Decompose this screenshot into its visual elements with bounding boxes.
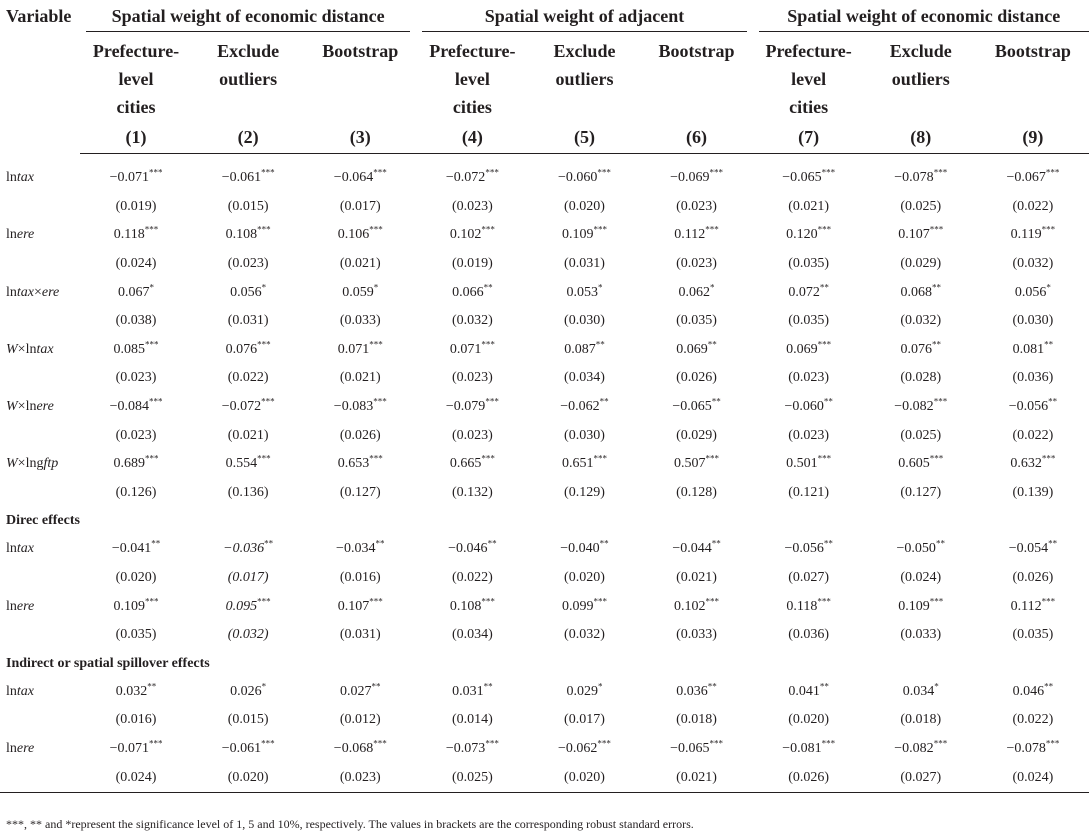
coefficient-cell: −0.079***	[445, 396, 499, 415]
coefficient-cell: 0.041**	[788, 681, 829, 699]
coefficient-row	[0, 450, 1089, 479]
column-header-line: Bootstrap	[658, 41, 735, 61]
standard-error-cell: (0.034)	[451, 627, 493, 643]
column-header	[977, 35, 1089, 154]
column-header-line: outliers	[555, 69, 614, 89]
standard-error-cell: (0.033)	[900, 627, 942, 643]
standard-error-row	[0, 479, 1089, 508]
coefficient-cell: 0.507***	[674, 453, 720, 472]
coefficient-row	[0, 678, 1089, 707]
variable-label: lnere	[6, 227, 35, 243]
column-header-row	[0, 35, 1089, 154]
variable-label: W×lnere	[6, 399, 54, 415]
section-row	[0, 507, 1089, 535]
coefficient-cell: 0.071***	[449, 339, 495, 357]
standard-error-cell: (0.014)	[451, 712, 493, 728]
standard-error-cell: (0.032)	[564, 627, 605, 643]
coefficient-row	[0, 535, 1089, 564]
table-body	[0, 154, 1089, 793]
column-number: (2)	[237, 127, 259, 147]
column-header-line: Bootstrap	[994, 41, 1071, 61]
coefficient-cell: −0.072***	[221, 396, 275, 415]
standard-error-cell: (0.018)	[676, 712, 717, 728]
coefficient-cell: 0.076**	[900, 339, 941, 357]
coefficient-cell: 0.112***	[1010, 595, 1056, 614]
coefficient-cell: 0.056*	[230, 282, 267, 300]
coefficient-cell: −0.083***	[333, 396, 387, 415]
standard-error-cell: (0.026)	[1012, 570, 1054, 586]
coefficient-cell: 0.027**	[340, 681, 381, 699]
coefficient-cell: 0.087**	[564, 339, 605, 357]
coefficient-cell: 0.106***	[337, 224, 383, 243]
coefficient-cell: −0.040**	[560, 538, 609, 557]
coefficient-row	[0, 592, 1089, 621]
standard-error-cell: (0.030)	[564, 427, 605, 443]
coefficient-cell: 0.046**	[1012, 681, 1054, 699]
coefficient-cell: −0.069***	[670, 167, 723, 186]
column-header	[416, 35, 528, 154]
coefficient-cell: 0.651***	[561, 453, 607, 472]
standard-error-cell: (0.027)	[865, 763, 977, 792]
column-header-line: cities	[452, 97, 492, 117]
column-header-line: level	[118, 69, 154, 89]
standard-error-cell: (0.017)	[339, 198, 381, 214]
standard-error-cell: (0.136)	[227, 484, 269, 500]
variable-label: lntax	[6, 170, 34, 186]
standard-error-cell: (0.032)	[1012, 256, 1054, 272]
coefficient-cell: −0.046**	[448, 538, 497, 557]
coefficient-cell: 0.107***	[898, 224, 944, 243]
coefficient-cell: 0.665***	[449, 453, 495, 472]
coefficient-cell: 0.072**	[788, 282, 829, 300]
column-header-line: outliers	[219, 69, 278, 89]
coefficient-cell: 0.036**	[676, 681, 717, 699]
coefficient-row	[0, 278, 1089, 307]
column-number: (3)	[349, 127, 371, 147]
standard-error-cell: (0.025)	[416, 763, 528, 792]
standard-error-cell: (0.020)	[192, 763, 304, 792]
standard-error-cell: (0.031)	[339, 627, 381, 643]
coefficient-cell: 0.066**	[452, 282, 493, 300]
standard-error-cell: (0.024)	[115, 256, 157, 272]
column-header	[80, 35, 192, 154]
section-row	[0, 650, 1089, 678]
standard-error-cell: (0.023)	[115, 427, 157, 443]
coefficient-cell: 0.095***	[225, 595, 271, 614]
coefficient-cell: −0.065***	[782, 167, 836, 186]
variable-header: Variable	[6, 6, 72, 26]
standard-error-row	[0, 307, 1089, 336]
group-header-row	[0, 0, 1089, 35]
standard-error-cell: (0.035)	[676, 313, 717, 329]
standard-error-cell: (0.021)	[339, 256, 381, 272]
coefficient-cell: 0.632***	[1010, 453, 1056, 472]
coefficient-cell: −0.071***	[109, 167, 163, 186]
standard-error-cell: (0.032)	[900, 313, 942, 329]
standard-error-cell: (0.031)	[227, 313, 269, 329]
standard-error-cell: (0.024)	[900, 570, 942, 586]
standard-error-cell: (0.022)	[1012, 427, 1054, 443]
standard-error-row	[0, 621, 1089, 650]
coefficient-cell: 0.119***	[1010, 224, 1056, 243]
standard-error-cell: (0.026)	[753, 763, 865, 792]
standard-error-cell: (0.017)	[564, 712, 605, 728]
standard-error-cell: (0.024)	[977, 763, 1089, 792]
standard-error-row	[0, 421, 1089, 450]
standard-error-cell: (0.021)	[227, 427, 269, 443]
coefficient-cell: 0.112***	[674, 224, 719, 243]
coefficient-cell: 0.076***	[225, 339, 271, 357]
variable-label: lntax	[6, 541, 34, 557]
column-header	[528, 35, 640, 154]
coefficient-cell: −0.065***	[670, 738, 723, 756]
coefficient-row	[0, 164, 1089, 193]
coefficient-cell: 0.071***	[337, 339, 383, 357]
coefficient-cell: −0.056**	[1008, 396, 1058, 415]
variable-label: lntax×ere	[6, 284, 60, 300]
standard-error-cell: (0.019)	[451, 256, 493, 272]
standard-error-cell: (0.139)	[1012, 484, 1054, 500]
coefficient-cell: 0.102***	[449, 224, 495, 243]
column-header-line: Exclude	[217, 41, 280, 61]
column-header-line: Prefecture-	[92, 41, 180, 61]
standard-error-cell: (0.127)	[339, 484, 381, 500]
standard-error-cell: (0.023)	[788, 370, 830, 386]
column-number: (7)	[798, 127, 820, 147]
coefficient-cell: 0.102***	[674, 595, 720, 614]
standard-error-cell: (0.126)	[115, 484, 157, 500]
column-number: (6)	[686, 127, 708, 147]
standard-error-cell: (0.023)	[227, 256, 269, 272]
column-header-line: Prefecture-	[429, 41, 516, 61]
column-number: (5)	[573, 127, 595, 147]
coefficient-cell: 0.109***	[898, 595, 944, 614]
standard-error-cell: (0.035)	[788, 313, 830, 329]
standard-error-cell: (0.030)	[564, 313, 605, 329]
coefficient-cell: 0.108***	[449, 595, 495, 614]
coefficient-cell: 0.109***	[113, 595, 159, 614]
standard-error-cell: (0.020)	[788, 712, 830, 728]
coefficient-cell: 0.059*	[342, 282, 379, 300]
standard-error-cell: (0.035)	[788, 256, 830, 272]
standard-error-cell: (0.027)	[788, 570, 830, 586]
coefficient-cell: 0.068**	[900, 282, 941, 300]
standard-error-cell: (0.129)	[564, 484, 605, 500]
coefficient-cell: 0.031**	[452, 681, 493, 699]
standard-error-cell: (0.021)	[676, 570, 717, 586]
standard-error-cell: (0.022)	[227, 370, 269, 386]
column-header	[865, 35, 977, 154]
column-header-line: outliers	[891, 69, 950, 89]
coefficient-cell: 0.107***	[337, 595, 383, 614]
group-header: Spatial weight of economic distance	[753, 0, 1089, 35]
coefficient-cell: 0.118***	[786, 595, 831, 614]
standard-error-row	[0, 564, 1089, 593]
standard-error-cell: (0.036)	[788, 627, 830, 643]
standard-error-cell: (0.023)	[451, 370, 493, 386]
coefficient-cell: 0.085***	[113, 339, 159, 357]
coefficient-row	[0, 221, 1089, 250]
standard-error-cell: (0.022)	[451, 570, 493, 586]
column-header	[304, 35, 416, 154]
coefficient-cell: −0.060***	[558, 167, 611, 186]
coefficient-cell: 0.109***	[561, 224, 607, 243]
standard-error-cell: (0.020)	[528, 763, 640, 792]
coefficient-cell: −0.073***	[445, 738, 499, 756]
coefficient-cell: 0.605***	[898, 453, 944, 472]
coefficient-cell: −0.062**	[560, 396, 609, 415]
column-number: (8)	[910, 127, 932, 147]
column-number: (1)	[125, 127, 147, 147]
coefficient-cell: 0.501***	[786, 453, 832, 472]
coefficient-cell: 0.554***	[225, 453, 271, 472]
standard-error-cell: (0.023)	[788, 427, 830, 443]
standard-error-cell: (0.023)	[451, 198, 493, 214]
column-header-line: cities	[116, 97, 156, 117]
column-header	[641, 35, 753, 154]
standard-error-cell: (0.132)	[451, 484, 493, 500]
coefficient-cell: −0.082***	[894, 396, 948, 415]
column-header-line: level	[454, 69, 490, 89]
standard-error-cell: (0.020)	[115, 570, 157, 586]
coefficient-cell: 0.099***	[561, 595, 607, 614]
standard-error-cell: (0.021)	[641, 763, 753, 792]
standard-error-cell: (0.017)	[227, 570, 269, 586]
coefficient-cell: 0.118***	[113, 224, 159, 243]
standard-error-cell: (0.012)	[339, 712, 381, 728]
standard-error-cell: (0.015)	[227, 712, 269, 728]
coefficient-cell: −0.078***	[894, 167, 948, 186]
coefficient-cell: −0.081***	[782, 738, 836, 756]
standard-error-cell: (0.024)	[80, 763, 192, 792]
standard-error-cell: (0.018)	[900, 712, 942, 728]
coefficient-cell: −0.072***	[445, 167, 499, 186]
standard-error-cell: (0.035)	[1012, 627, 1054, 643]
coefficient-cell: 0.056*	[1014, 282, 1051, 300]
coefficient-cell: −0.065**	[672, 396, 721, 415]
variable-label: lnere	[6, 598, 35, 614]
standard-error-cell: (0.032)	[227, 627, 269, 643]
coefficient-cell: 0.069***	[786, 339, 832, 357]
standard-error-row	[0, 706, 1089, 735]
coefficient-cell: 0.034*	[902, 681, 939, 699]
variable-label: lnere	[6, 740, 35, 756]
column-header	[753, 35, 865, 154]
standard-error-cell: (0.021)	[788, 198, 830, 214]
group-header: Spatial weight of economic distance	[80, 0, 416, 35]
column-number: (9)	[1022, 127, 1044, 147]
column-header-line: Bootstrap	[322, 41, 399, 61]
coefficient-cell: −0.078***	[1006, 738, 1060, 756]
variable-label: W×lngftp	[6, 456, 59, 472]
coefficient-cell: −0.041**	[111, 538, 161, 557]
standard-error-cell: (0.016)	[115, 712, 157, 728]
column-number: (4)	[461, 127, 483, 147]
coefficient-cell: 0.026*	[230, 681, 267, 699]
coefficient-cell: −0.061***	[221, 167, 275, 186]
coefficient-cell: 0.069**	[676, 339, 717, 357]
coefficient-cell: −0.050**	[896, 538, 945, 557]
coefficient-cell: −0.064***	[333, 167, 387, 186]
section-title: Indirect or spatial spillover effects	[6, 655, 210, 671]
standard-error-cell: (0.026)	[676, 370, 717, 386]
standard-error-cell: (0.020)	[564, 198, 605, 214]
coefficient-cell: −0.060**	[784, 396, 833, 415]
standard-error-cell: (0.029)	[900, 256, 942, 272]
standard-error-cell: (0.032)	[451, 313, 493, 329]
column-header-line: cities	[789, 97, 829, 117]
standard-error-cell: (0.030)	[1012, 313, 1054, 329]
standard-error-cell: (0.026)	[339, 427, 381, 443]
coefficient-cell: −0.034**	[336, 538, 385, 557]
coefficient-row	[0, 336, 1089, 365]
standard-error-cell: (0.023)	[115, 370, 157, 386]
standard-error-cell: (0.025)	[900, 427, 942, 443]
standard-error-cell: (0.121)	[788, 484, 830, 500]
table-footnote: ***, ** and *represent the significance level of 1, 5 and 10%, respectively. The values in brackets are the corresponding robust standard errors.	[6, 817, 694, 831]
standard-error-cell: (0.023)	[451, 427, 493, 443]
standard-error-cell: (0.025)	[900, 198, 942, 214]
coefficient-cell: −0.054**	[1008, 538, 1058, 557]
coefficient-cell: −0.062***	[558, 738, 611, 756]
standard-error-cell: (0.019)	[115, 198, 157, 214]
coefficient-cell: −0.071***	[109, 738, 163, 756]
coefficient-row	[0, 735, 1089, 764]
coefficient-row	[0, 393, 1089, 422]
coefficient-cell: 0.689***	[113, 453, 159, 472]
column-header-line: level	[791, 69, 827, 89]
standard-error-cell: (0.038)	[115, 313, 157, 329]
standard-error-row	[0, 763, 1089, 792]
standard-error-cell: (0.022)	[1012, 712, 1054, 728]
coefficient-cell: −0.036**	[223, 538, 274, 557]
standard-error-cell: (0.031)	[564, 256, 605, 272]
standard-error-cell: (0.016)	[339, 570, 381, 586]
column-header-line: Prefecture-	[765, 41, 852, 61]
coefficient-cell: 0.053*	[566, 282, 603, 300]
column-header-line: Exclude	[553, 41, 616, 61]
standard-error-cell: (0.033)	[339, 313, 381, 329]
variable-label: W×lntax	[6, 341, 54, 357]
standard-error-cell: (0.035)	[115, 627, 157, 643]
coefficient-cell: 0.081**	[1012, 339, 1054, 357]
standard-error-cell: (0.015)	[227, 198, 269, 214]
coefficient-cell: −0.082***	[894, 738, 948, 756]
standard-error-row	[0, 364, 1089, 393]
standard-error-cell: (0.023)	[676, 256, 717, 272]
coefficient-cell: 0.653***	[337, 453, 383, 472]
standard-error-cell: (0.021)	[339, 370, 381, 386]
standard-error-cell: (0.020)	[564, 570, 605, 586]
standard-error-cell: (0.128)	[676, 484, 717, 500]
standard-error-cell: (0.127)	[900, 484, 942, 500]
standard-error-row	[0, 250, 1089, 279]
standard-error-cell: (0.036)	[1012, 370, 1054, 386]
standard-error-cell: (0.028)	[900, 370, 942, 386]
standard-error-cell: (0.023)	[304, 763, 416, 792]
coefficient-cell: −0.067***	[1006, 167, 1060, 186]
standard-error-cell: (0.034)	[564, 370, 605, 386]
coefficient-cell: 0.108***	[225, 224, 271, 243]
column-header	[192, 35, 304, 154]
coefficient-cell: 0.062*	[678, 282, 715, 300]
group-header: Spatial weight of adjacent	[416, 0, 752, 35]
variable-label: lntax	[6, 683, 34, 699]
coefficient-cell: −0.044**	[672, 538, 721, 557]
coefficient-cell: −0.061***	[221, 738, 275, 756]
column-header-line: Exclude	[889, 41, 952, 61]
coefficient-cell: 0.029*	[566, 681, 603, 699]
coefficient-cell: −0.056**	[784, 538, 833, 557]
coefficient-cell: 0.032**	[115, 681, 157, 699]
standard-error-cell: (0.022)	[1012, 198, 1054, 214]
standard-error-cell: (0.023)	[676, 198, 717, 214]
standard-error-row	[0, 193, 1089, 222]
section-title: Direc effects	[6, 513, 80, 529]
coefficient-cell: 0.120***	[786, 224, 832, 243]
coefficient-cell: −0.084***	[109, 396, 163, 415]
standard-error-cell: (0.033)	[676, 627, 717, 643]
coefficient-cell: 0.067*	[118, 282, 155, 300]
standard-error-cell: (0.029)	[676, 427, 717, 443]
coefficient-cell: −0.068***	[333, 738, 387, 756]
